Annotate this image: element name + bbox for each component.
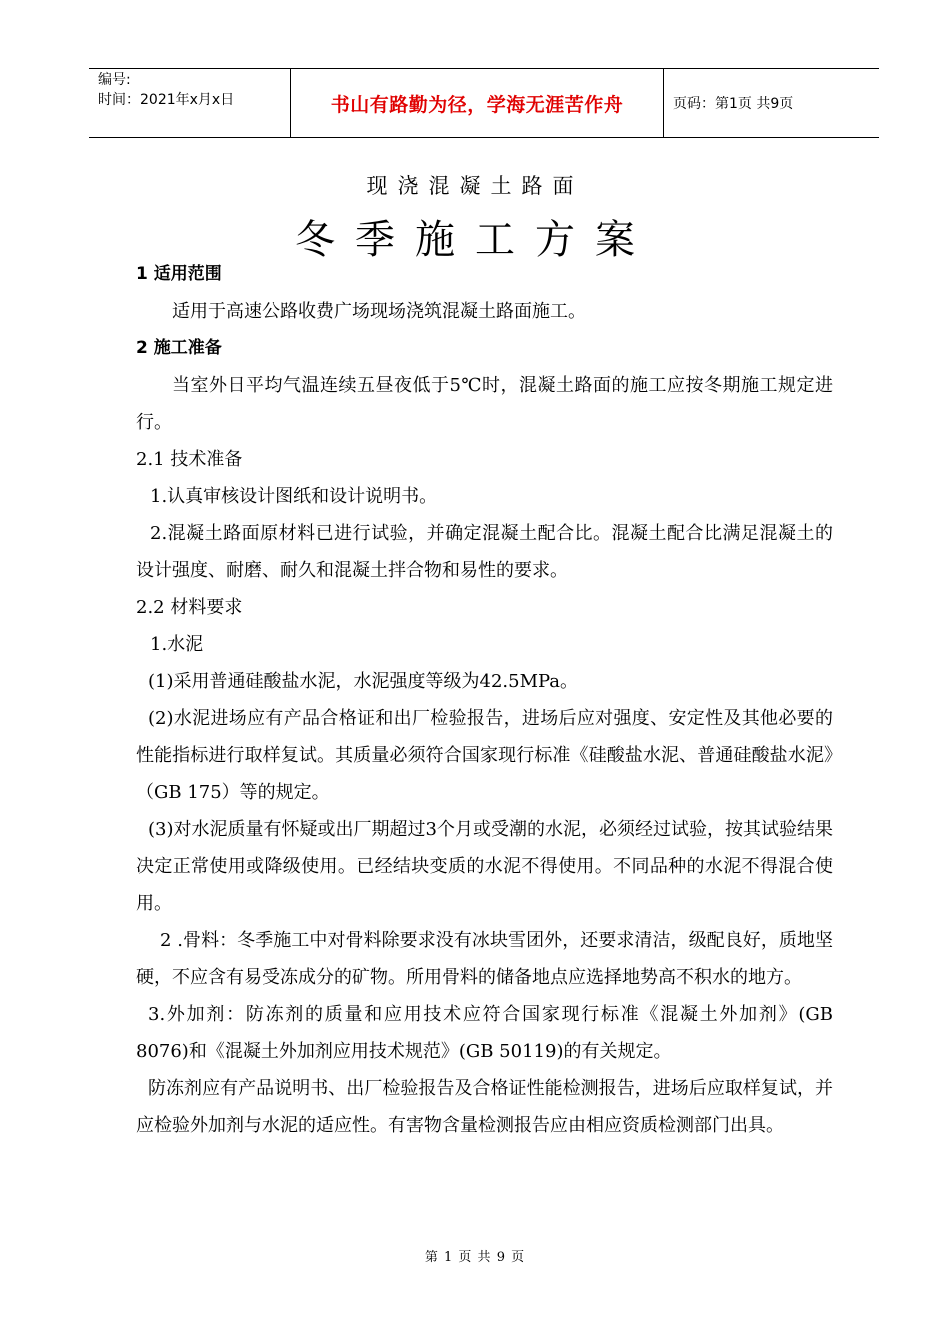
page-info: 页码：第1页 共9页: [673, 96, 794, 112]
page-footer: 第 1 页 共 9 页: [424, 1250, 526, 1265]
paragraph: 当室外日平均气温连续五昼夜低于5℃时，混凝土路面的施工应按冬期施工规定进行。: [136, 375, 833, 433]
header-motto-cell: [291, 69, 664, 137]
paragraph: 2 .骨料：冬季施工中对骨料除要求没有冰块雪团外，还要求清洁，级配良好，质地坚硬，不应含有易受冻成分的矿物。所用骨料的储备地点应选择地势高不积水的地方。: [136, 930, 833, 988]
paragraph: (3)对水泥质量有怀疑或出厂期超过3个月或受潮的水泥，必须经过试验，按其试验结果决定正常使用或降级使用。已经结块变质的水泥不得使用。不同品种的水泥不得混合使用。: [136, 819, 833, 914]
paragraph: (1)采用普通硅酸盐水泥，水泥强度等级为42.5MPa。: [148, 671, 579, 692]
time-label: 时间：2021年x月x日: [98, 92, 235, 108]
paragraph: (2)水泥进场应有产品合格证和出厂检验报告，进场后应对强度、安定性及其他必要的性能指标进行取样复试。其质量必须符合国家现行标准《硅酸盐水泥、普通硅酸盐水泥》（GB 175）等的规定。: [136, 708, 833, 803]
document-subtitle: 现浇混凝土路面: [366, 174, 584, 198]
paragraph: 防冻剂应有产品说明书、出厂检验报告及合格证性能检测报告，进场后应取样复试，并应检验外加剂与水泥的适应性。有害物含量检测报告应由相应资质检测部门出具。: [136, 1078, 833, 1136]
document-body: [136, 256, 833, 1144]
section-heading: 1 适用范围: [136, 264, 222, 284]
subsection-heading: 2.2 材料要求: [136, 597, 243, 618]
paragraph: 1.水泥: [150, 634, 204, 655]
header-meta-cell: [89, 69, 291, 137]
document-title: 冬季施工方案: [295, 217, 655, 263]
paragraph: 3.外加剂：防冻剂的质量和应用技术应符合国家现行标准《混凝土外加剂》(GB 8076)和《混凝土外加剂应用技术规范》(GB 50119)的有关规定。: [136, 1004, 833, 1062]
section-heading: 2 施工准备: [136, 338, 222, 358]
paragraph: 2.混凝土路面原材料已进行试验，并确定混凝土配合比。混凝土配合比满足混凝土的设计强度、耐磨、耐久和混凝土拌合物和易性的要求。: [136, 523, 833, 581]
header-page-cell: [664, 69, 879, 137]
paragraph: 1.认真审核设计图纸和设计说明书。: [150, 486, 438, 507]
number-label: 编号:: [98, 72, 131, 88]
motto-text: 书山有路勤为径，学海无涯苦作舟: [330, 93, 624, 116]
paragraph: 适用于高速公路收费广场现场浇筑混凝土路面施工。: [172, 301, 586, 322]
subsection-heading: 2.1 技术准备: [136, 449, 243, 470]
header-table: [89, 68, 879, 138]
